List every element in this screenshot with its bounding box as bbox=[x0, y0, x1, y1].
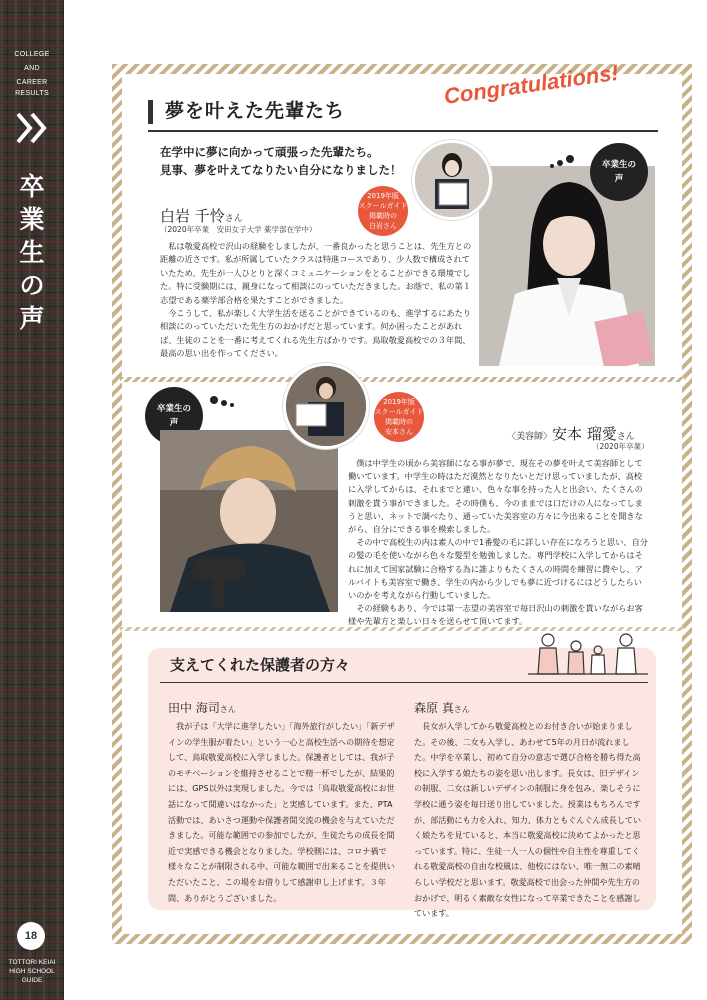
parents-title: 支えてくれた保護者の方々 bbox=[170, 656, 351, 674]
sidebar-title-char: 卒 bbox=[19, 172, 45, 201]
bubble-dot bbox=[210, 396, 218, 404]
bubble-dot bbox=[557, 160, 563, 166]
parent2-honorific: さん bbox=[453, 705, 470, 714]
alumni1-name bbox=[160, 205, 243, 226]
tartan-sidebar bbox=[0, 0, 64, 1000]
alumni2-photo bbox=[160, 430, 338, 612]
alumni2-ribbon-badge bbox=[374, 392, 424, 442]
alumni2-paragraph-1: 僕は中学生の頃から美容師になる事が夢で、現在その夢を叶えて美容師として働いています。中学生の時はただ漠然となりたいとだけ思っていましたが、高校に入学してからは、それまでと違い、色々な事を持った人と出会い、たくさんの刺激を貰う事ができました。その時僕も、今のままでは口だけの人になってしまうと思い、ネットで調べたり、通っていた美容室の方々に今出来ることを聞きながら、自分にできる事を模索しました。 bbox=[348, 458, 643, 535]
bubble-dot bbox=[550, 164, 554, 168]
page-title: 夢を叶えた先輩たち bbox=[165, 100, 346, 122]
alumni2-paragraph-2: その中で高校生の内は素人の中で1番髪の毛に詳しい存在になろうと思い、自分の髪の毛を使いながら色々な髪型を勉強しました。専門学校に入学してからはそれに加えて国家試験に合格する為に誰よりもたくさんの時間を練習に費やし、アルバイトも美容室で働き、学生の内から少しでも夢に近づけるにはどうしたらいいのかを考えながら行動していました。 bbox=[348, 537, 648, 601]
alumni2-body bbox=[348, 457, 648, 629]
alumni1-honorific: さん bbox=[224, 214, 243, 224]
ribbon2-line: 掲載時の bbox=[385, 418, 413, 426]
alumni1-credentials: （2020年卒業 安田女子大学 薬学部在学中） bbox=[160, 225, 317, 234]
alumni1-past-photo bbox=[412, 140, 492, 220]
lead-line-1: 在学中に夢に向かって頑張った先輩たち。 bbox=[160, 145, 379, 159]
congratulations-text: Congratulations! bbox=[442, 59, 621, 110]
bubble2-line: 卒業生の bbox=[156, 404, 191, 414]
sidebar-title-char: 声 bbox=[19, 304, 45, 333]
ribbon1-line: 2019年版 bbox=[367, 192, 399, 200]
alumni1-paragraph-2: 今こうして、私が楽しく大学生活を送ることができているのも、進学するにあたり相談にのっていただいた先生方のおかげだと思っています。何か困ったことがあれば、生徒のことを一番に考えてくれる先生方ばかりです。鳥取敬愛高校での３年間、最高の思い出を作ってください。 bbox=[160, 308, 471, 359]
sidebar-title-char: 業 bbox=[19, 205, 45, 234]
parent1-honorific: さん bbox=[219, 705, 236, 714]
alumni1-body bbox=[160, 240, 472, 361]
sidebar-title-char: の bbox=[19, 271, 45, 300]
footer-line-1: TOTTORI KEIAI bbox=[8, 959, 56, 966]
ribbon2-line: 安本さん bbox=[385, 428, 413, 436]
alumni1-name-text: 白岩 千怜 bbox=[160, 207, 225, 225]
parent2-name bbox=[414, 699, 470, 716]
ribbon1-line: 白岩さん bbox=[369, 222, 397, 230]
alumni1-ribbon-badge bbox=[358, 186, 408, 236]
school-guide-footer bbox=[0, 958, 64, 985]
alumni2-role: 〈美容師〉 bbox=[507, 432, 553, 442]
alumni2-name-text: 安本 瑠愛 bbox=[552, 425, 617, 443]
alumni1-paragraph-1: 私は敬愛高校で沢山の経験をしましたが、一番良かったと思うことは、先生方との距離の近さです。私が所属していたクラスは特進コースであり、少人数で構成されていたため、先生が一人ひとりと深くコミュニケーションをとることができる環境でした。特に受験期には、親身になって相談にのっていただきました。お蔭で、私の第１志望である薬学部合格を果たすことができました。 bbox=[160, 241, 472, 305]
parent1-body: 我が子は「大学に進学したい」「海外旅行がしたい」「新デザインの学生服が着たい」という一心と高校生活への期待を想定して、鳥取敬愛高校に入学しました。保護者としては、我が子のモチベーションを維持させることで精一杯でしたが、結果的には、GPS以外は実現しました。今では「鳥取敬愛高校にお世話になって間違いはなかった」と実感しています。また、PTA活動では、あいさつ運動や保護者間交流の機会を与えていただきました。可能な範囲での参加でしたが、生徒たちの成長を間近で実感できる機会となりました。学校側には、コロナ禍で様々なことが制限される中、可能な範囲で出来ることを提供いただいたこと、この場をお借りして感謝申し上げます。３年間、ありがとうございました。 bbox=[168, 721, 395, 903]
heading-accent-bar bbox=[148, 100, 153, 124]
ribbon2-line: 2019年版 bbox=[383, 398, 415, 406]
ribbon1-line: 掲載時の bbox=[369, 212, 397, 220]
section-divider bbox=[120, 377, 684, 382]
sidebar-vertical-title bbox=[16, 170, 48, 335]
bubble1-line: 卒業生の bbox=[601, 160, 636, 170]
parent2-body: 長女が入学してから敬愛高校とのお付き合いが始まりました。その後、二女も入学し、あわせて5年の月日が流れました。中学を卒業し、初めて自分の意志で選び合格を勝ち得た高校に入学する娘たちの姿を思い出します。長女は、旧デザインの制服、二女は新しいデザインの制服に身を包み、楽しそうに学校に通う姿を毎日送り出していました。授業はもちろんですが、部活動にも力を入れ、知力、体力ともぐんぐん成長していく娘たちを見ていると、本当に敬愛高校に決めてよかったと思っています。特に、生徒一人一人の個性や自主性を尊重してくれる敬愛高校の自由な校風は、他校にはない、唯一無二の素晴らしい学校だと思います。敬愛高校で出会った仲間や先生方のおかげで、明るく素敵な女性になって卒業できたことを感謝しています。 bbox=[414, 721, 642, 919]
sidebar-label-line-3: CAREER RESULTS bbox=[15, 79, 49, 97]
parent1-name-text: 田中 海司 bbox=[168, 701, 220, 715]
alumni2-paragraph-3: その経験もあり、今では第一志望の美容室で毎日沢山の刺激を貰いながらお客様や先輩方と楽しい日々を送らせて頂いてます。 bbox=[348, 603, 643, 627]
alumni2-past-photo bbox=[283, 363, 369, 449]
parent2-name-text: 森原 真 bbox=[414, 701, 454, 715]
alumni2-credentials: （2020年卒業） bbox=[592, 442, 649, 451]
sidebar-title-char: 生 bbox=[19, 238, 45, 267]
footer-line-2: HIGH SCHOOL bbox=[9, 968, 55, 975]
lead-text bbox=[160, 143, 402, 179]
page-number: 18 bbox=[17, 922, 45, 950]
bubble2-line: 声 bbox=[169, 418, 179, 428]
ribbon1-line: スクールガイド bbox=[358, 202, 408, 210]
alumni2-honorific: さん bbox=[616, 432, 635, 442]
heading-underline bbox=[148, 130, 658, 132]
alumni1-voice-bubble bbox=[590, 143, 648, 201]
double-chevron-icon bbox=[12, 108, 52, 148]
footer-line-3: GUIDE bbox=[21, 977, 43, 984]
bubble-dot bbox=[221, 400, 227, 406]
parent1-name bbox=[168, 699, 236, 716]
family-illustration-icon bbox=[528, 630, 648, 684]
bubble1-line: 声 bbox=[614, 174, 624, 184]
bubble-dot bbox=[230, 403, 234, 407]
sidebar-label-line-1: COLLEGE bbox=[14, 51, 50, 58]
bubble-dot bbox=[566, 155, 574, 163]
ribbon2-line: スクールガイド bbox=[374, 408, 424, 416]
lead-line-2: 見事、夢を叶えてなりたい自分になりました！ bbox=[160, 163, 402, 177]
sidebar-label-line-2: AND bbox=[24, 65, 40, 72]
